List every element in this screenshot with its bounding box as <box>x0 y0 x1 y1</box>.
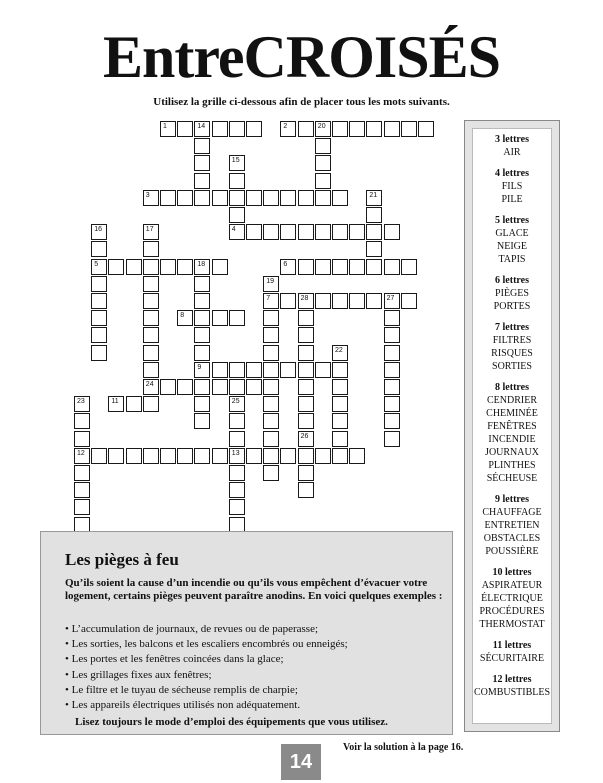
grid-cell[interactable] <box>194 396 210 412</box>
clue-number: 28 <box>300 295 309 302</box>
clue-number: 26 <box>300 432 309 440</box>
clue-number: 9 <box>197 363 202 371</box>
grid-cell[interactable] <box>194 121 210 137</box>
grid-cell[interactable] <box>229 413 245 429</box>
word-entry: PIÈGES <box>495 288 529 299</box>
info-item: • Le filtre et le tuyau de sécheuse remplis de charpie; <box>65 683 348 698</box>
word-group <box>473 134 551 159</box>
grid-cell[interactable] <box>349 259 365 275</box>
word-group <box>473 382 551 485</box>
word-group <box>473 322 551 373</box>
grid-cell[interactable] <box>229 121 245 137</box>
grid-cell[interactable] <box>143 259 159 275</box>
grid-cell[interactable] <box>298 310 314 326</box>
grid-cell[interactable] <box>74 448 90 464</box>
grid-cell[interactable] <box>194 276 210 292</box>
grid-cell[interactable] <box>298 362 314 378</box>
clue-number: 18 <box>197 260 206 268</box>
grid-cell[interactable] <box>280 293 296 309</box>
grid-cell[interactable] <box>280 448 296 464</box>
word-group-heading: 8 lettres <box>495 382 529 393</box>
grid-cell[interactable] <box>194 362 210 378</box>
grid-cell[interactable] <box>143 241 159 257</box>
grid-cell[interactable] <box>143 379 159 395</box>
word-group <box>473 640 551 665</box>
grid-cell[interactable] <box>194 448 210 464</box>
grid-cell[interactable] <box>229 155 245 171</box>
grid-cell[interactable] <box>143 310 159 326</box>
grid-cell[interactable] <box>74 396 90 412</box>
grid-cell[interactable] <box>263 224 279 240</box>
grid-cell[interactable] <box>315 224 331 240</box>
grid-cell[interactable] <box>298 121 314 137</box>
clue-number: 13 <box>231 449 240 457</box>
info-footer: Lisez toujours le mode d’emploi des équipements que vous utilisez. <box>75 716 388 728</box>
grid-cell[interactable] <box>332 448 348 464</box>
grid-cell[interactable] <box>332 396 348 412</box>
clue-number: 21 <box>369 191 378 199</box>
word-entry: PROCÉDURES <box>479 606 545 617</box>
grid-cell[interactable] <box>263 327 279 343</box>
word-entry: ASPIRATEUR <box>481 580 543 591</box>
word-group-heading: 6 lettres <box>495 275 529 286</box>
grid-cell[interactable] <box>384 396 400 412</box>
grid-cell[interactable] <box>143 448 159 464</box>
word-entry: ENTRETIEN <box>484 520 540 531</box>
grid-cell[interactable] <box>160 448 176 464</box>
grid-cell[interactable] <box>246 190 262 206</box>
grid-cell[interactable] <box>315 293 331 309</box>
grid-cell[interactable] <box>194 155 210 171</box>
grid-cell[interactable] <box>315 259 331 275</box>
word-entry: PORTES <box>493 301 531 312</box>
grid-cell[interactable] <box>91 345 107 361</box>
grid-cell[interactable] <box>263 310 279 326</box>
grid-cell[interactable] <box>194 345 210 361</box>
grid-cell[interactable] <box>332 345 348 361</box>
word-group-heading: 10 lettres <box>492 567 532 578</box>
grid-cell[interactable] <box>229 207 245 223</box>
word-entry: FILS <box>501 181 523 192</box>
grid-cell[interactable] <box>384 362 400 378</box>
grid-cell[interactable] <box>91 224 107 240</box>
clue-number: 3 <box>145 191 150 199</box>
word-list <box>472 128 552 724</box>
grid-cell[interactable] <box>298 482 314 498</box>
grid-cell[interactable] <box>349 293 365 309</box>
grid-cell[interactable] <box>263 465 279 481</box>
clue-number: 24 <box>145 381 154 388</box>
word-entry: INCENDIE <box>488 434 536 445</box>
grid-cell[interactable] <box>91 241 107 257</box>
clue-number: 1 <box>163 123 167 130</box>
word-entry: SORTIES <box>492 361 532 372</box>
grid-cell[interactable] <box>263 345 279 361</box>
word-group <box>473 275 551 313</box>
grid-cell[interactable] <box>298 465 314 481</box>
grid-cell[interactable] <box>194 379 210 395</box>
word-group-heading: 3 lettres <box>495 134 529 145</box>
grid-cell[interactable] <box>298 413 314 429</box>
word-entry: SÉCHEUSE <box>486 473 538 484</box>
word-entry: JOURNAUX <box>485 447 539 458</box>
grid-cell[interactable] <box>229 173 245 189</box>
grid-cell[interactable] <box>263 276 279 292</box>
clue-number: 14 <box>197 123 206 130</box>
grid-cell[interactable] <box>177 310 193 326</box>
clue-number: 4 <box>231 226 236 234</box>
grid-cell[interactable] <box>74 413 90 429</box>
word-entry: CHEMINÉE <box>486 408 538 419</box>
grid-cell[interactable] <box>177 121 193 137</box>
word-group-heading: 5 lettres <box>495 215 529 226</box>
grid-cell[interactable] <box>332 293 348 309</box>
grid-cell[interactable] <box>384 224 400 240</box>
grid-cell[interactable] <box>332 190 348 206</box>
grid-cell[interactable] <box>229 465 245 481</box>
word-entry: ÉLECTRIQUE <box>481 593 543 604</box>
grid-cell[interactable] <box>366 241 382 257</box>
grid-cell[interactable] <box>332 224 348 240</box>
word-entry: CHAUFFAGE <box>482 507 542 518</box>
info-item: • Les grillages fixes aux fenêtres; <box>65 668 348 683</box>
word-group <box>473 567 551 631</box>
word-group <box>473 168 551 206</box>
grid-cell[interactable] <box>315 362 331 378</box>
grid-cell[interactable] <box>246 224 262 240</box>
word-entry: THERMOSTAT <box>479 619 545 630</box>
page-number: 14 <box>281 744 321 780</box>
grid-cell[interactable] <box>74 482 90 498</box>
grid-cell[interactable] <box>91 310 107 326</box>
page-title: EntreCROISÉS <box>103 24 500 90</box>
grid-cell[interactable] <box>143 362 159 378</box>
grid-cell[interactable] <box>212 362 228 378</box>
grid-cell[interactable] <box>177 448 193 464</box>
grid-cell[interactable] <box>263 362 279 378</box>
grid-cell[interactable] <box>263 293 279 309</box>
grid-cell[interactable] <box>126 396 142 412</box>
grid-cell[interactable] <box>315 173 331 189</box>
word-entry: AIR <box>503 147 521 158</box>
word-entry: GLACE <box>495 228 529 239</box>
grid-cell[interactable] <box>332 413 348 429</box>
grid-cell[interactable] <box>194 190 210 206</box>
grid-cell[interactable] <box>315 448 331 464</box>
grid-cell[interactable] <box>384 431 400 447</box>
info-list <box>65 622 348 713</box>
grid-cell[interactable] <box>332 379 348 395</box>
word-group <box>473 494 551 558</box>
grid-cell[interactable] <box>280 190 296 206</box>
grid-cell[interactable] <box>349 121 365 137</box>
grid-cell[interactable] <box>143 276 159 292</box>
grid-cell[interactable] <box>229 310 245 326</box>
word-group <box>473 674 551 699</box>
grid-cell[interactable] <box>126 259 142 275</box>
grid-cell[interactable] <box>194 173 210 189</box>
grid-cell[interactable] <box>91 293 107 309</box>
word-entry: COMBUSTIBLES <box>473 687 551 698</box>
grid-cell[interactable] <box>229 499 245 515</box>
word-group <box>473 215 551 266</box>
grid-cell[interactable] <box>366 121 382 137</box>
grid-cell[interactable] <box>263 396 279 412</box>
solution-note: Voir la solution à la page 16. <box>343 742 464 753</box>
grid-cell[interactable] <box>91 327 107 343</box>
word-group-heading: 4 lettres <box>495 168 529 179</box>
grid-cell[interactable] <box>263 448 279 464</box>
clue-number: 25 <box>231 398 240 406</box>
word-group-heading: 11 lettres <box>492 640 532 651</box>
grid-cell[interactable] <box>108 448 124 464</box>
grid-cell[interactable] <box>229 431 245 447</box>
grid-cell[interactable] <box>280 259 296 275</box>
word-group-heading: 12 lettres <box>492 674 532 685</box>
grid-cell[interactable] <box>177 379 193 395</box>
info-item: • L’accumulation de journaux, de revues ou de paperasse; <box>65 622 348 637</box>
grid-cell[interactable] <box>212 379 228 395</box>
grid-cell[interactable] <box>177 190 193 206</box>
grid-cell[interactable] <box>212 121 228 137</box>
grid-cell[interactable] <box>298 345 314 361</box>
grid-cell[interactable] <box>194 413 210 429</box>
word-group-heading: 7 lettres <box>495 322 529 333</box>
grid-cell[interactable] <box>384 413 400 429</box>
clue-number: 16 <box>94 226 102 234</box>
grid-cell[interactable] <box>298 448 314 464</box>
word-entry: FENÊTRES <box>487 421 537 432</box>
grid-cell[interactable] <box>298 396 314 412</box>
grid-cell[interactable] <box>366 224 382 240</box>
grid-cell[interactable] <box>332 431 348 447</box>
info-title: Les pièges à feu <box>65 550 179 569</box>
grid-cell[interactable] <box>263 379 279 395</box>
grid-cell[interactable] <box>212 259 228 275</box>
word-entry: SÉCURITAIRE <box>479 653 545 664</box>
word-list-panel <box>464 120 560 732</box>
word-entry: POUSSIÈRE <box>485 546 539 557</box>
word-entry: OBSTACLES <box>483 533 541 544</box>
grid-cell[interactable] <box>143 327 159 343</box>
clue-number: 27 <box>386 295 395 302</box>
grid-cell[interactable] <box>332 259 348 275</box>
info-item: • Les appareils électriques utilisés non adéquatement. <box>65 698 348 713</box>
grid-cell[interactable] <box>229 448 245 464</box>
grid-cell[interactable] <box>91 259 107 275</box>
grid-cell[interactable] <box>194 327 210 343</box>
word-entry: TAPIS <box>498 254 526 265</box>
clue-number: 22 <box>335 346 343 354</box>
grid-cell[interactable] <box>229 379 245 395</box>
grid-cell[interactable] <box>384 345 400 361</box>
grid-cell[interactable] <box>126 448 142 464</box>
clue-number: 17 <box>145 226 154 234</box>
grid-cell[interactable] <box>366 293 382 309</box>
grid-cell[interactable] <box>315 138 331 154</box>
grid-cell[interactable] <box>298 379 314 395</box>
info-item: • Les sorties, les balcons et les escaliers encombrés ou enneigés; <box>65 637 348 652</box>
grid-cell[interactable] <box>280 224 296 240</box>
grid-cell[interactable] <box>298 224 314 240</box>
word-entry: PLINTHES <box>488 460 536 471</box>
grid-cell[interactable] <box>212 448 228 464</box>
grid-cell[interactable] <box>246 362 262 378</box>
grid-cell[interactable] <box>384 327 400 343</box>
grid-cell[interactable] <box>401 259 417 275</box>
word-entry: FILTRES <box>492 335 532 346</box>
word-entry: RISQUES <box>491 348 533 359</box>
clue-number: 15 <box>231 157 240 165</box>
grid-cell[interactable] <box>298 190 314 206</box>
grid-cell[interactable] <box>315 155 331 171</box>
grid-cell[interactable] <box>229 224 245 240</box>
grid-cell[interactable] <box>418 121 434 137</box>
grid-cell[interactable] <box>332 121 348 137</box>
grid-cell[interactable] <box>263 413 279 429</box>
grid-cell[interactable] <box>229 396 245 412</box>
word-entry: NEIGE <box>497 241 527 252</box>
grid-cell[interactable] <box>91 448 107 464</box>
grid-cell[interactable] <box>177 259 193 275</box>
word-group-heading: 9 lettres <box>495 494 529 505</box>
grid-cell[interactable] <box>74 499 90 515</box>
grid-cell[interactable] <box>229 482 245 498</box>
grid-cell[interactable] <box>160 190 176 206</box>
grid-cell[interactable] <box>108 259 124 275</box>
grid-cell[interactable] <box>194 310 210 326</box>
grid-cell[interactable] <box>384 121 400 137</box>
grid-cell[interactable] <box>229 190 245 206</box>
clue-number: 19 <box>266 277 274 285</box>
grid-cell[interactable] <box>366 207 382 223</box>
clue-number: 12 <box>77 449 85 457</box>
grid-cell[interactable] <box>263 431 279 447</box>
grid-cell[interactable] <box>246 448 262 464</box>
grid-cell[interactable] <box>298 327 314 343</box>
clue-number: 8 <box>180 312 185 320</box>
clue-number: 20 <box>317 123 326 130</box>
clue-number: 5 <box>94 260 99 268</box>
grid-cell[interactable] <box>246 121 262 137</box>
grid-cell[interactable] <box>298 431 314 447</box>
clue-number: 11 <box>111 398 119 406</box>
grid-cell[interactable] <box>194 138 210 154</box>
grid-cell[interactable] <box>74 431 90 447</box>
grid-cell[interactable] <box>366 190 382 206</box>
grid-cell[interactable] <box>263 190 279 206</box>
grid-cell[interactable] <box>108 396 124 412</box>
grid-cell[interactable] <box>212 310 228 326</box>
info-intro: Qu’ils soient la cause d’un incendie ou qu’ils vous empêchent d’évacuer votre logement, certains pièges peuvent paraître anodins. En voici quelques exemples : <box>65 577 443 602</box>
grid-cell[interactable] <box>280 362 296 378</box>
grid-cell[interactable] <box>160 121 176 137</box>
grid-cell[interactable] <box>74 465 90 481</box>
grid-cell[interactable] <box>315 190 331 206</box>
word-entry: PILE <box>501 194 523 205</box>
grid-cell[interactable] <box>298 259 314 275</box>
grid-cell[interactable] <box>366 259 382 275</box>
grid-cell[interactable] <box>194 259 210 275</box>
grid-cell[interactable] <box>246 379 262 395</box>
grid-cell[interactable] <box>91 276 107 292</box>
word-entry: CENDRIER <box>487 395 537 406</box>
grid-cell[interactable] <box>298 293 314 309</box>
grid-cell[interactable] <box>384 259 400 275</box>
grid-cell[interactable] <box>349 224 365 240</box>
grid-cell[interactable] <box>160 259 176 275</box>
info-item: • Les portes et les fenêtres coincées dans la glace; <box>65 652 348 667</box>
grid-cell[interactable] <box>143 345 159 361</box>
grid-cell[interactable] <box>401 293 417 309</box>
grid-cell[interactable] <box>143 396 159 412</box>
grid-cell[interactable] <box>143 293 159 309</box>
grid-cell[interactable] <box>229 362 245 378</box>
instructions: Utilisez la grille ci-dessous afin de placer tous les mots suivants. <box>153 96 450 108</box>
grid-cell[interactable] <box>384 379 400 395</box>
grid-cell[interactable] <box>315 121 331 137</box>
grid-cell[interactable] <box>280 121 296 137</box>
grid-cell[interactable] <box>143 190 159 206</box>
grid-cell[interactable] <box>384 310 400 326</box>
grid-cell[interactable] <box>401 121 417 137</box>
clue-number: 23 <box>77 398 85 406</box>
grid-cell[interactable] <box>384 293 400 309</box>
clue-number: 6 <box>283 260 288 268</box>
grid-cell[interactable] <box>143 224 159 240</box>
grid-cell[interactable] <box>160 379 176 395</box>
info-box <box>40 531 453 735</box>
grid-cell[interactable] <box>332 362 348 378</box>
grid-cell[interactable] <box>349 448 365 464</box>
clue-number: 7 <box>266 295 271 302</box>
clue-number: 2 <box>283 123 288 130</box>
grid-cell[interactable] <box>194 293 210 309</box>
grid-cell[interactable] <box>212 190 228 206</box>
